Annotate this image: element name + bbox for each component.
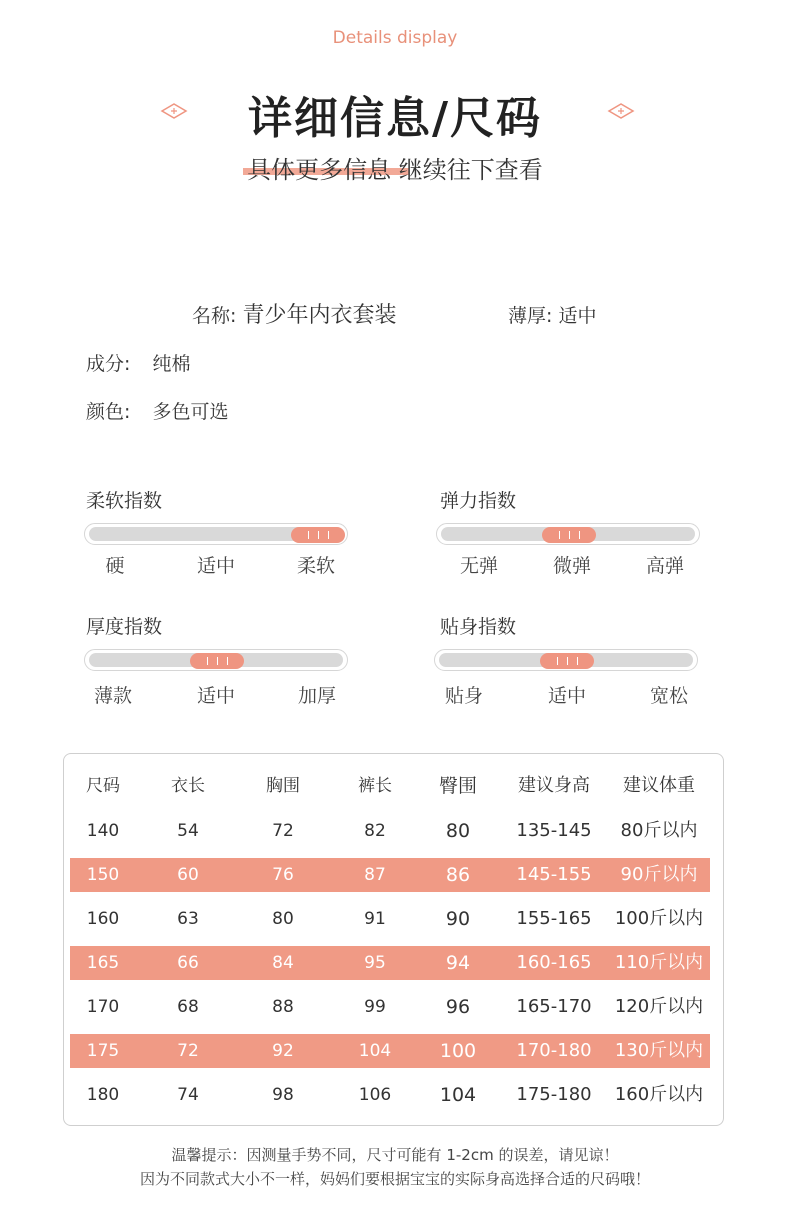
index-slider-track <box>84 649 348 671</box>
product-thickness <box>508 301 596 328</box>
index-scale-label: 适中 <box>547 685 586 707</box>
table-cell: 104 <box>439 1084 477 1106</box>
table-cell: 170 <box>86 997 120 1017</box>
table-cell: 155-165 <box>516 908 592 929</box>
table-cell: 99 <box>364 997 386 1017</box>
table-cell: 160-165 <box>516 952 592 973</box>
diamond-ornament-right-icon <box>607 101 635 121</box>
index-title: 弹力指数 <box>440 490 517 512</box>
table-cell: 90斤以内 <box>620 864 698 885</box>
table-cell: 84 <box>272 953 294 973</box>
size-table <box>63 753 724 1126</box>
table-cell: 180 <box>86 1085 120 1105</box>
table-row <box>70 990 710 1024</box>
table-cell: 60 <box>177 865 199 885</box>
footer-tip-line-1: 温馨提示：因测量手势不同，尺寸可能有 1-2cm 的误差，请见谅！ <box>171 1146 619 1164</box>
page-title: 详细信息/尺码 <box>247 93 543 144</box>
table-cell: 120斤以内 <box>614 996 704 1017</box>
index-scale-label: 宽松 <box>649 685 688 707</box>
table-cell: 170-180 <box>516 1040 592 1061</box>
table-cell: 80 <box>445 820 471 842</box>
material-label: 成分: <box>86 353 131 375</box>
index-slider-knob <box>540 653 594 669</box>
table-row <box>70 814 710 848</box>
table-cell: 72 <box>272 821 294 841</box>
table-cell: 98 <box>272 1085 294 1105</box>
table-cell: 裤长 <box>358 776 392 796</box>
index-scale-label: 无弹 <box>459 555 498 577</box>
product-name <box>192 298 396 329</box>
table-cell: 130斤以内 <box>614 1040 704 1061</box>
index-title: 柔软指数 <box>86 490 163 512</box>
table-cell: 160 <box>86 909 120 929</box>
table-cell: 74 <box>177 1085 199 1105</box>
table-cell: 96 <box>445 996 471 1018</box>
table-row <box>70 1078 710 1112</box>
table-cell: 160斤以内 <box>614 1084 704 1105</box>
table-cell: 110斤以内 <box>614 952 704 973</box>
table-cell: 胸围 <box>266 776 300 796</box>
table-cell: 54 <box>177 821 199 841</box>
table-cell: 82 <box>364 821 386 841</box>
table-cell: 91 <box>364 909 386 929</box>
table-row <box>70 858 710 892</box>
table-cell: 90 <box>445 908 471 930</box>
english-section-title: Details display <box>332 28 458 48</box>
color-label: 颜色: <box>86 401 131 423</box>
table-cell: 95 <box>364 953 386 973</box>
index-slider-knob <box>291 527 345 543</box>
table-cell: 104 <box>358 1041 392 1061</box>
thickness-label: 薄厚: <box>508 305 553 327</box>
material-value: 纯棉 <box>152 353 191 375</box>
index-slider-knob <box>190 653 244 669</box>
index-scale-label: 加厚 <box>297 685 336 707</box>
table-cell: 165 <box>86 953 120 973</box>
table-row <box>70 946 710 980</box>
index-scale-label: 薄款 <box>93 685 132 707</box>
index-scale-label: 贴身 <box>444 685 483 707</box>
table-cell: 175-180 <box>516 1084 592 1105</box>
table-cell: 66 <box>177 953 199 973</box>
index-slider-knob <box>542 527 596 543</box>
index-slider-track <box>84 523 348 545</box>
table-cell: 92 <box>272 1041 294 1061</box>
index-scale-label: 硬 <box>105 555 125 577</box>
table-cell: 145-155 <box>516 864 592 885</box>
table-cell: 建议体重 <box>623 775 695 796</box>
table-cell: 86 <box>445 864 471 886</box>
thickness-value: 适中 <box>558 305 597 327</box>
table-cell: 72 <box>177 1041 199 1061</box>
table-cell: 衣长 <box>171 776 205 796</box>
footer-tip-line-2: 因为不同款式大小不一样，妈妈们要根据宝宝的实际身高选择合适的尺码哦！ <box>139 1170 650 1188</box>
index-title: 厚度指数 <box>86 616 163 638</box>
table-row <box>70 902 710 936</box>
table-cell: 80 <box>272 909 294 929</box>
index-scale-label: 柔软 <box>296 555 335 577</box>
product-material <box>86 349 190 376</box>
table-cell: 88 <box>272 997 294 1017</box>
index-scale-label: 高弹 <box>645 555 684 577</box>
table-cell: 87 <box>364 865 386 885</box>
index-scale-label: 微弹 <box>552 555 591 577</box>
table-cell: 76 <box>272 865 294 885</box>
table-cell: 175 <box>86 1041 120 1061</box>
table-cell: 100 <box>439 1040 477 1062</box>
index-scale-label: 适中 <box>196 555 235 577</box>
table-row <box>70 1034 710 1068</box>
table-cell: 140 <box>86 821 120 841</box>
subtitle-block <box>0 150 790 185</box>
index-scale-label: 适中 <box>196 685 235 707</box>
table-cell: 100斤以内 <box>614 908 704 929</box>
table-cell: 80斤以内 <box>620 820 698 841</box>
table-cell: 165-170 <box>516 996 592 1017</box>
name-label: 名称: <box>192 305 237 327</box>
table-cell: 建议身高 <box>518 775 590 796</box>
table-cell: 尺码 <box>86 776 120 796</box>
subtitle-text: 具体更多信息 继续往下查看 <box>247 156 543 184</box>
color-value: 多色可选 <box>152 401 229 423</box>
index-title: 贴身指数 <box>440 616 517 638</box>
name-value: 青少年内衣套装 <box>242 303 397 328</box>
table-cell: 150 <box>86 865 120 885</box>
table-cell: 63 <box>177 909 199 929</box>
product-color <box>86 397 228 424</box>
index-slider-track <box>434 649 698 671</box>
table-cell: 106 <box>358 1085 392 1105</box>
table-cell: 臀围 <box>438 775 477 797</box>
index-slider-track <box>436 523 700 545</box>
table-cell: 94 <box>445 952 471 974</box>
table-cell: 135-145 <box>516 820 592 841</box>
table-cell: 68 <box>177 997 199 1017</box>
table-header-row <box>70 769 710 803</box>
